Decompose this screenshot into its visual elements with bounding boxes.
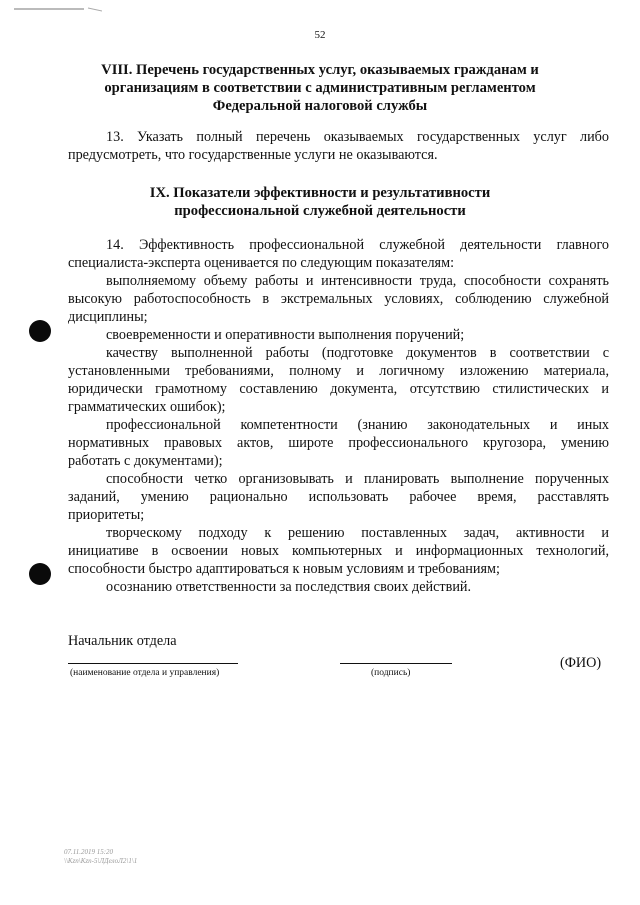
section-8-heading-line-2: организациям в соответствии с административным регламентом: [104, 80, 536, 96]
criterion-7-line-1: осознанию ответственности за последствия своих действий.: [106, 579, 472, 595]
footer-stamp-line-2: \\Kzn\Kzn-5\ЛДелоЛ2\1\1: [64, 857, 138, 865]
criterion-1-line-3: дисциплины;: [68, 309, 148, 325]
criterion-5-line-3: приоритеты;: [68, 507, 145, 523]
paragraph-14-line-1: 14. Эффективность профессиональной служебной деятельности главного: [106, 237, 609, 253]
signature-caption: (подпись): [371, 668, 411, 678]
paragraph-13-line-2: предусмотреть, что государственные услуги не оказываются.: [68, 147, 438, 163]
criterion-2-line-1: своевременности и оперативности выполнения поручений;: [106, 327, 465, 343]
criterion-5-line-2: заданий, умению рационально использовать рабочее время, расставлять: [68, 489, 609, 505]
criterion-6-line-1: творческому подходу к решению поставленных задач, активности и: [106, 525, 609, 541]
section-8-heading-line-1: VIII. Перечень государственных услуг, оказываемых гражданам и: [101, 62, 539, 78]
criterion-1-line-1: выполняемому объему работы и интенсивности труда, способности сохранять: [106, 273, 609, 289]
criterion-1-line-2: высокую работоспособность в экстремальных условиях, соблюдению служебной: [68, 291, 609, 307]
criterion-4-line-3: работать с документами);: [68, 453, 223, 469]
department-signature-line: [68, 663, 238, 664]
paragraph-14-line-2: специалиста-эксперта оценивается по следующим показателям:: [68, 255, 455, 271]
criterion-3-line-2: установленными требованиями, полному и логичному изложению материала,: [68, 363, 609, 379]
paragraph-13-line-1: 13. Указать полный перечень оказываемых государственных услуг либо: [106, 129, 609, 145]
fio-label: (ФИО): [560, 655, 602, 671]
punch-hole: [29, 320, 51, 342]
criterion-3-line-4: грамматических ошибок);: [68, 399, 226, 415]
punch-hole: [29, 563, 51, 585]
section-8-heading-line-3: Федеральной налоговой службы: [212, 98, 428, 114]
criterion-6-line-2: инициативе в освоении новых компьютерных и информационных технологий,: [68, 543, 609, 559]
signature-position: Начальник отдела: [68, 633, 177, 649]
criterion-3-line-3: юридически грамотному составлению документа, отсутствию стилистических и: [68, 381, 609, 397]
criterion-5-line-1: способности четко организовывать и планировать выполнение порученных: [106, 471, 609, 487]
section-9-heading-line-2: профессиональной служебной деятельности: [174, 203, 466, 219]
criterion-6-line-3: способности быстро адаптироваться к новым условиям и требованиям;: [68, 561, 500, 577]
signature-line: [340, 663, 452, 664]
criterion-4-line-2: нормативных правовых актов, широте профессионального кругозора, умению: [68, 435, 609, 451]
section-9-heading-line-1: IX. Показатели эффективности и результативности: [149, 185, 491, 201]
criterion-3-line-1: качеству выполненной работы (подготовке документов в соответствии с: [106, 345, 609, 361]
criterion-4-line-1: профессиональной компетентности (знанию законодательных и иных: [106, 417, 609, 433]
scan-corner-mark: [14, 0, 102, 6]
department-caption: (наименование отдела и управления): [70, 668, 220, 678]
page-number: 52: [314, 29, 326, 41]
footer-stamp-line-1: 07.11.2019 15:20: [64, 848, 114, 856]
